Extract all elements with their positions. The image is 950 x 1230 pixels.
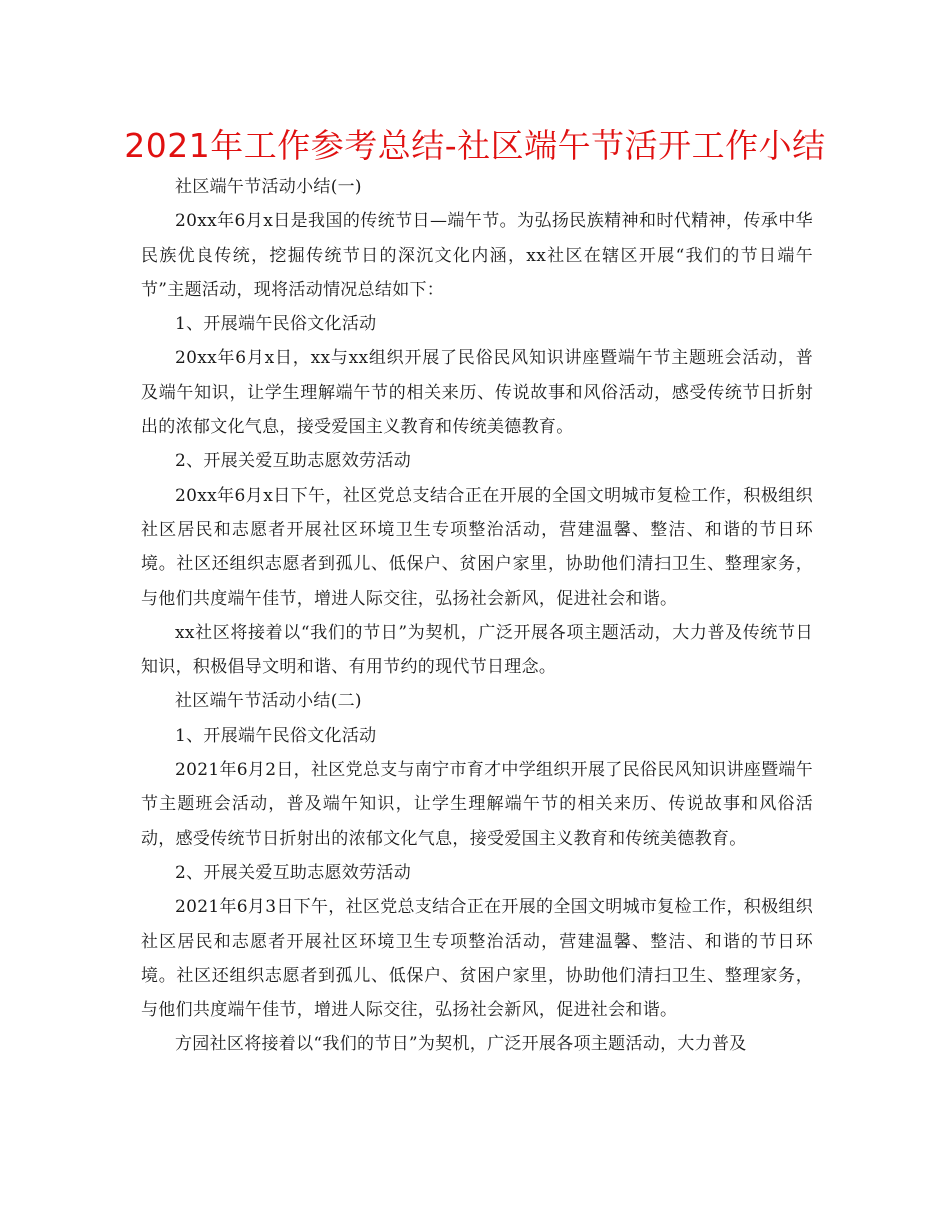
paragraph: 2021年6月2日，社区党总支与南宁市育才中学组织开展了民俗民风知识讲座暨端午节主题班会活动，普及端午知识，让学生理解端午节的相关来历、传说故事和风俗活动，感受传统节日折射出的浓郁文化气息，接受爱国主义教育和传统美德教育。 [141,760,813,849]
paragraph: 20xx年6月x日是我国的传统节日—端午节。为弘扬民族精神和时代精神，传承中华民族优良传统，挖掘传统节日的深沉文化内涵，xx社区在辖区开展“我们的节日端午节”主题活动，现将活动情况总结如下： [141,211,813,300]
document-body [141,170,813,1062]
section-heading-2: 社区端午节活动小结(二) [175,691,362,712]
subheading: 2、开展关爱互助志愿效劳活动 [175,451,412,472]
paragraph: 方园社区将接着以“我们的节日”为契机，广泛开展各项主题活动，大力普及 [175,1034,747,1055]
paragraph: xx社区将接着以“我们的节日”为契机，广泛开展各项主题活动，大力普及传统节日知识，积极倡导文明和谐、有用节约的现代节日理念。 [141,622,813,678]
document-title: 2021年工作参考总结-社区端午节活开工作小结 [124,126,826,165]
paragraph: 2021年6月3日下午，社区党总支结合正在开展的全国文明城市复检工作，积极组织社区居民和志愿者开展社区环境卫生专项整治活动，营建温馨、整洁、和谐的节日环境。社区还组织志愿者到孤儿、低保户、贫困户家里，协助他们清扫卫生、整理家务，与他们共度端午佳节，增进人际交往，弘扬社会新风，促进社会和谐。 [141,897,813,1021]
subheading: 1、开展端午民俗文化活动 [175,314,377,335]
paragraph: 20xx年6月x日，xx与xx组织开展了民俗民风知识讲座暨端午节主题班会活动，普及端午知识，让学生理解端午节的相关来历、传说故事和风俗活动，感受传统节日折射出的浓郁文化气息，接受爱国主义教育和传统美德教育。 [141,348,813,438]
subheading: 1、开展端午民俗文化活动 [175,725,377,746]
section-heading-1: 社区端午节活动小结(一) [175,177,362,197]
subheading: 2、开展关爱互助志愿效劳活动 [175,862,412,883]
paragraph: 20xx年6月x日下午，社区党总支结合正在开展的全国文明城市复检工作，积极组织社区居民和志愿者开展社区环境卫生专项整治活动，营建温馨、整洁、和谐的节日环境。社区还组织志愿者到孤儿、低保户、贫困户家里，协助他们清扫卫生、整理家务，与他们共度端午佳节，增进人际交往，弘扬社会新风，促进社会和谐。 [141,485,813,609]
